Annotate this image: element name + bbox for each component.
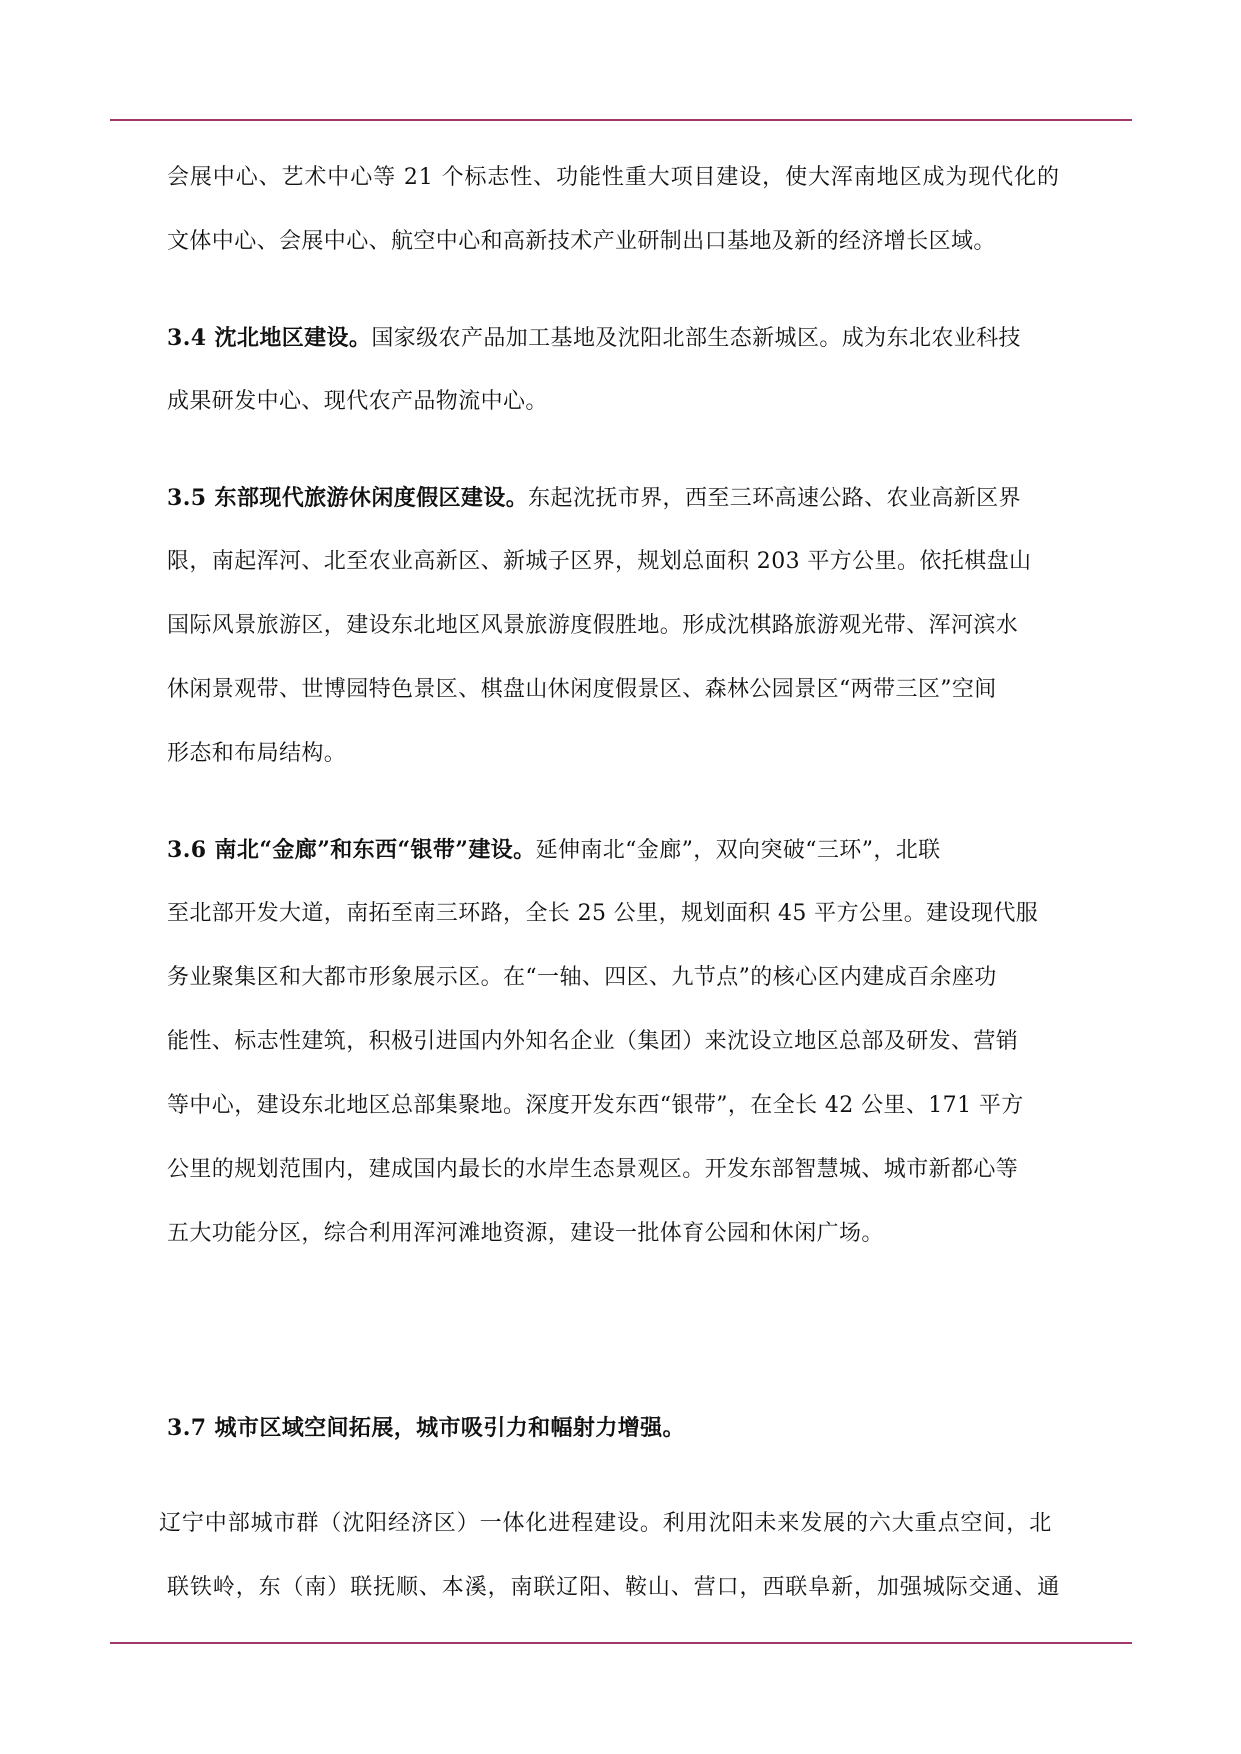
text-line: 等中心，建设东北地区总部集聚地。深度开发东西“银带”，在全长 42 公里、171 平方 [167, 1093, 1024, 1118]
text-line: 休闲景观带、世博园特色景区、棋盘山休闲度假景区、森林公园景区“两带三区”空间 [167, 677, 997, 702]
text-line [167, 835, 941, 866]
header-rule [110, 119, 1132, 121]
text-line: 限，南起浑河、北至农业高新区、新城子区界，规划总面积 203 平方公里。依托棋盘山 [167, 549, 1032, 574]
text-line: 五大功能分区，综合利用浑河滩地资源，建设一批体育公园和休闲广场。 [167, 1221, 884, 1246]
text-line: 至北部开发大道，南拓至南三环路，全长 25 公里，规划面积 45 平方公里。建设现代服 [167, 901, 1039, 926]
section-heading: 3.7 城市区域空间拓展，城市吸引力和幅射力增强。 [167, 1415, 685, 1441]
text-line: 会展中心、艺术中心等 21 个标志性、功能性重大项目建设，使大浑南地区成为现代化的 [167, 165, 1060, 190]
text-line: 公里的规划范围内，建成国内最长的水岸生态景观区。开发东部智慧城、城市新都心等 [167, 1157, 1019, 1182]
text-run: 国家级农产品加工基地及沈阳北部生态新城区。成为东北农业科技 [371, 326, 1021, 351]
text-run: 延伸南北“金廊”，双向突破“三环”，北联 [535, 838, 941, 863]
section-heading: 3.5 东部现代旅游休闲度假区建设。 [167, 485, 529, 511]
text-line: 辽宁中部城市群（沈阳经济区）一体化进程建设。利用沈阳未来发展的六大重点空间，北 [159, 1511, 1053, 1536]
section-heading: 3.4 沈北地区建设。 [167, 325, 372, 351]
text-line: 文体中心、会展中心、航空中心和高新技术产业研制出口基地及新的经济增长区域。 [167, 229, 996, 254]
text-line: 国际风景旅游区，建设东北地区风景旅游度假胜地。形成沈棋路旅游观光带、浑河滨水 [167, 613, 1019, 638]
section-heading: 3.6 南北“金廊”和东西“银带”建设。 [167, 837, 536, 863]
text-line: 务业聚集区和大都市形象展示区。在“一轴、四区、九节点”的核心区内建成百余座功 [167, 965, 997, 990]
footer-rule [110, 1642, 1132, 1644]
text-line [167, 483, 1021, 514]
text-line: 能性、标志性建筑，积极引进国内外知名企业（集团）来沈设立地区总部及研发、营销 [167, 1029, 1019, 1054]
text-run: 东起沈抚市界，西至三环高速公路、农业高新区界 [528, 486, 1021, 511]
text-line: 形态和布局结构。 [167, 741, 347, 766]
text-line: 成果研发中心、现代农产品物流中心。 [167, 389, 548, 414]
text-line [167, 323, 1021, 354]
text-line: 联铁岭，东（南）联抚顺、本溪，南联辽阳、鞍山、营口，西联阜新，加强城际交通、通 [167, 1575, 1061, 1600]
